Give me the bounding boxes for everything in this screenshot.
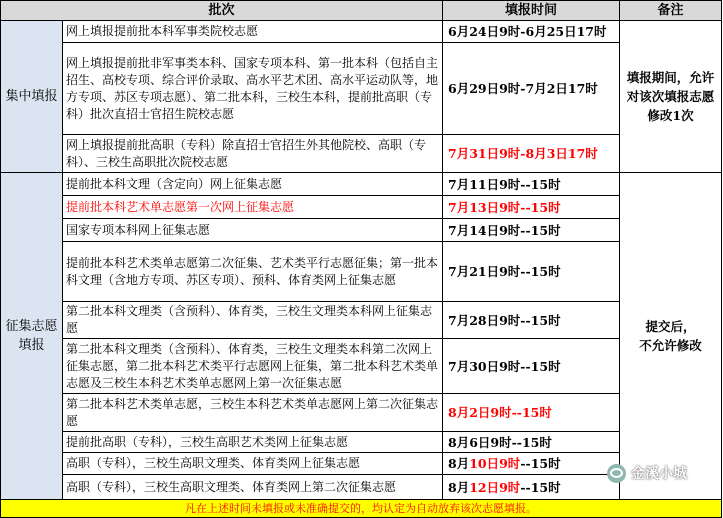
group-solicitation bbox=[1, 173, 63, 500]
time-cell: 7月28日9时--15时 bbox=[443, 302, 620, 339]
batch-cell: 提前批高职（专科），三校生高职艺术类网上征集志愿 bbox=[63, 432, 443, 453]
time-cell: 8月2日9时--15时 bbox=[443, 394, 620, 432]
table-row bbox=[1, 173, 722, 196]
batch-cell: 网上填报提前批非军事类本科、国家专项本科、第一批本科（包括自主招生、高校专项、综合评价录取、高水平艺术团、高水平运动队等，地方专项、苏区专项志愿）、第二批本科，三校生本科，提前批高职（专科）批次直招士官招生院校志愿 bbox=[63, 43, 443, 135]
batch-cell: 提前批本科艺术类单志愿第二次征集、艺术类平行志愿征集；第一批本科文理（含地方专项、苏区专项）、预科、体育类网上征集志愿 bbox=[63, 242, 443, 302]
time-cell bbox=[443, 453, 620, 475]
table-row bbox=[1, 196, 722, 219]
batch-cell: 提前批本科文理（含定向）网上征集志愿 bbox=[63, 173, 443, 196]
table-row bbox=[1, 302, 722, 339]
table-row bbox=[1, 135, 722, 173]
table-row bbox=[1, 219, 722, 242]
note-line: 修改1次 bbox=[647, 108, 694, 123]
group-label-line: 填报 bbox=[18, 338, 45, 353]
time-highlight: 12日9时 bbox=[469, 479, 521, 495]
header-time: 填报时间 bbox=[443, 1, 620, 21]
batch-cell: 高职（专科），三校生高职文理类、体育类网上征集志愿 bbox=[63, 453, 443, 475]
time-cell: 7月14日9时--15时 bbox=[443, 219, 620, 242]
table-row bbox=[1, 43, 722, 135]
time-highlight: 10日9时 bbox=[469, 456, 521, 471]
note-line: 填报期间，允许 bbox=[626, 70, 715, 85]
note-solicitation bbox=[620, 173, 722, 500]
header-batch: 批次 bbox=[1, 1, 443, 21]
table-row bbox=[1, 339, 722, 394]
header-row bbox=[1, 1, 722, 21]
table-row bbox=[1, 394, 722, 432]
note-line: 对该次填报志愿 bbox=[626, 89, 715, 104]
time-cell: 7月21日9时--15时 bbox=[443, 242, 620, 302]
time-month: 8月 bbox=[448, 479, 470, 495]
group-label-line: 征集志愿 bbox=[5, 319, 58, 334]
time-cell: 7月13日9时--15时 bbox=[443, 196, 620, 219]
note-line: 提交后， bbox=[645, 319, 696, 334]
time-cell: 8月6日9时--15时 bbox=[443, 432, 620, 453]
note-centralized bbox=[620, 21, 722, 173]
time-month: 8月 bbox=[448, 456, 470, 471]
table-row bbox=[1, 21, 722, 43]
table-row bbox=[1, 242, 722, 302]
time-cell: 6月24日9时-6月25日17时 bbox=[443, 21, 620, 43]
batch-cell: 高职（专科），三校生高职文理类、体育类网上第二次征集志愿 bbox=[63, 475, 443, 500]
table-row bbox=[1, 432, 722, 453]
batch-cell: 第二批本科艺术类单志愿，三校生本科艺术类单志愿网上第二次征集志愿 bbox=[63, 394, 443, 432]
watermark-text: 金溪小城 bbox=[631, 466, 687, 482]
time-cell: 7月11日9时--15时 bbox=[443, 173, 620, 196]
wechat-logo-icon bbox=[607, 464, 626, 483]
footer-notice: 凡在上述时间未填报或未准确提交的，均认定为自动放弃该次志愿填报。 bbox=[1, 500, 722, 518]
batch-cell: 第二批本科文理类（含预科）、体育类，三校生文理类本科第二次网上征集志愿，第二批本科艺术类平行志愿网上征集，第二批本科艺术类单志愿及三校生本科艺术类单志愿网上第一次征集志愿 bbox=[63, 339, 443, 394]
footer-row bbox=[1, 500, 722, 518]
batch-cell: 第二批本科文理类（含预科）、体育类，三校生文理类本科网上征集志愿 bbox=[63, 302, 443, 339]
batch-cell: 网上填报提前批本科军事类院校志愿 bbox=[63, 21, 443, 43]
batch-cell: 提前批本科艺术单志愿第一次网上征集志愿 bbox=[63, 196, 443, 219]
time-end: --15时 bbox=[520, 479, 561, 495]
batch-cell: 国家专项本科网上征集志愿 bbox=[63, 219, 443, 242]
time-cell: 7月30日9时--15时 bbox=[443, 339, 620, 394]
note-line: 不允许修改 bbox=[639, 338, 702, 353]
time-cell: 7月31日9时-8月3日17时 bbox=[443, 135, 620, 173]
header-note: 备注 bbox=[620, 1, 722, 21]
time-cell bbox=[443, 475, 620, 500]
time-end: --15时 bbox=[520, 456, 561, 471]
time-cell: 6月29日9时-7月2日17时 bbox=[443, 43, 620, 135]
group-centralized: 集中填报 bbox=[1, 21, 63, 173]
watermark bbox=[607, 462, 687, 484]
batch-cell: 网上填报提前批高职（专科）除直招士官招生外其他院校、高职（专科）、三校生高职批次院校志愿 bbox=[63, 135, 443, 173]
